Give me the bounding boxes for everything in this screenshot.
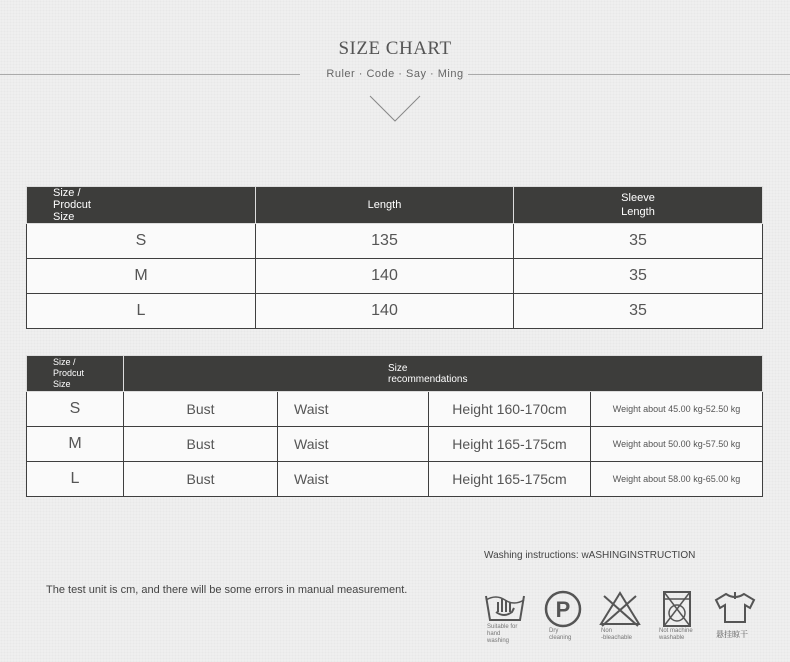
size-cell: S xyxy=(27,224,256,259)
bust-cell: Bust xyxy=(124,427,278,462)
height-cell: Height 165-175cm xyxy=(429,462,591,497)
non-bleach-caption: Non -bleachable xyxy=(601,628,633,641)
size-cell: M xyxy=(27,427,124,462)
sleeve-length-cell: 35 xyxy=(514,259,763,294)
page-subtitle: Ruler · Code · Say · Ming xyxy=(326,68,464,80)
washing-instructions-title: Washing instructions: wASHINGINSTRUCTION xyxy=(484,550,696,561)
length-cell: 140 xyxy=(256,294,514,329)
sleeve-length-cell: 35 xyxy=(514,294,763,329)
dry-clean-caption: Dry cleaning xyxy=(549,628,572,641)
waist-cell: Waist xyxy=(278,462,429,497)
length-cell: 140 xyxy=(256,259,514,294)
column-header-size: Size / Prodcut Size xyxy=(27,356,124,392)
bust-cell: Bust xyxy=(124,392,278,427)
table-header-row xyxy=(27,356,763,392)
column-header-length: Length xyxy=(256,187,514,224)
hang-dry-icon xyxy=(712,590,758,626)
sleeve-length-cell: 35 xyxy=(514,224,763,259)
table-row xyxy=(27,427,763,462)
column-header-size-recommendations: Size recommendations xyxy=(124,356,763,392)
table-row xyxy=(27,462,763,497)
no-machine-wash-icon xyxy=(662,590,692,628)
size-cell: L xyxy=(27,462,124,497)
svg-text:P: P xyxy=(555,597,571,622)
table-header-row xyxy=(27,187,763,224)
weight-cell: Weight about 45.00 kg-52.50 kg xyxy=(591,392,763,427)
non-bleach-icon xyxy=(598,590,642,628)
size-cell: L xyxy=(27,294,256,329)
weight-cell: Weight about 58.00 kg-65.00 kg xyxy=(591,462,763,497)
hand-wash-caption: Suitable for hand washing xyxy=(487,624,518,644)
length-cell: 135 xyxy=(256,224,514,259)
weight-cell: Weight about 50.00 kg-57.50 kg xyxy=(591,427,763,462)
waist-cell: Waist xyxy=(278,392,429,427)
bust-cell: Bust xyxy=(124,462,278,497)
column-header-sleeve-length: Sleeve Length xyxy=(514,187,763,224)
height-cell: Height 160-170cm xyxy=(429,392,591,427)
page-title: SIZE CHART xyxy=(338,38,452,59)
hang-dry-caption: 悬挂晾干 xyxy=(716,630,748,639)
table-row xyxy=(27,392,763,427)
dry-clean-icon xyxy=(543,590,583,630)
size-recommendation-table xyxy=(26,355,763,497)
table-row xyxy=(27,294,763,329)
chevron-down-icon xyxy=(368,94,422,124)
table-row xyxy=(27,224,763,259)
size-length-table xyxy=(26,186,763,329)
measurement-note: The test unit is cm, and there will be some errors in manual measurement. xyxy=(46,584,408,596)
no-machine-wash-caption: Not machine washable xyxy=(659,628,693,641)
waist-cell: Waist xyxy=(278,427,429,462)
column-header-size: Size / Prodcut Size xyxy=(27,187,256,224)
table-row xyxy=(27,259,763,294)
size-cell: M xyxy=(27,259,256,294)
size-cell: S xyxy=(27,392,124,427)
height-cell: Height 165-175cm xyxy=(429,427,591,462)
hand-wash-icon xyxy=(482,590,528,624)
